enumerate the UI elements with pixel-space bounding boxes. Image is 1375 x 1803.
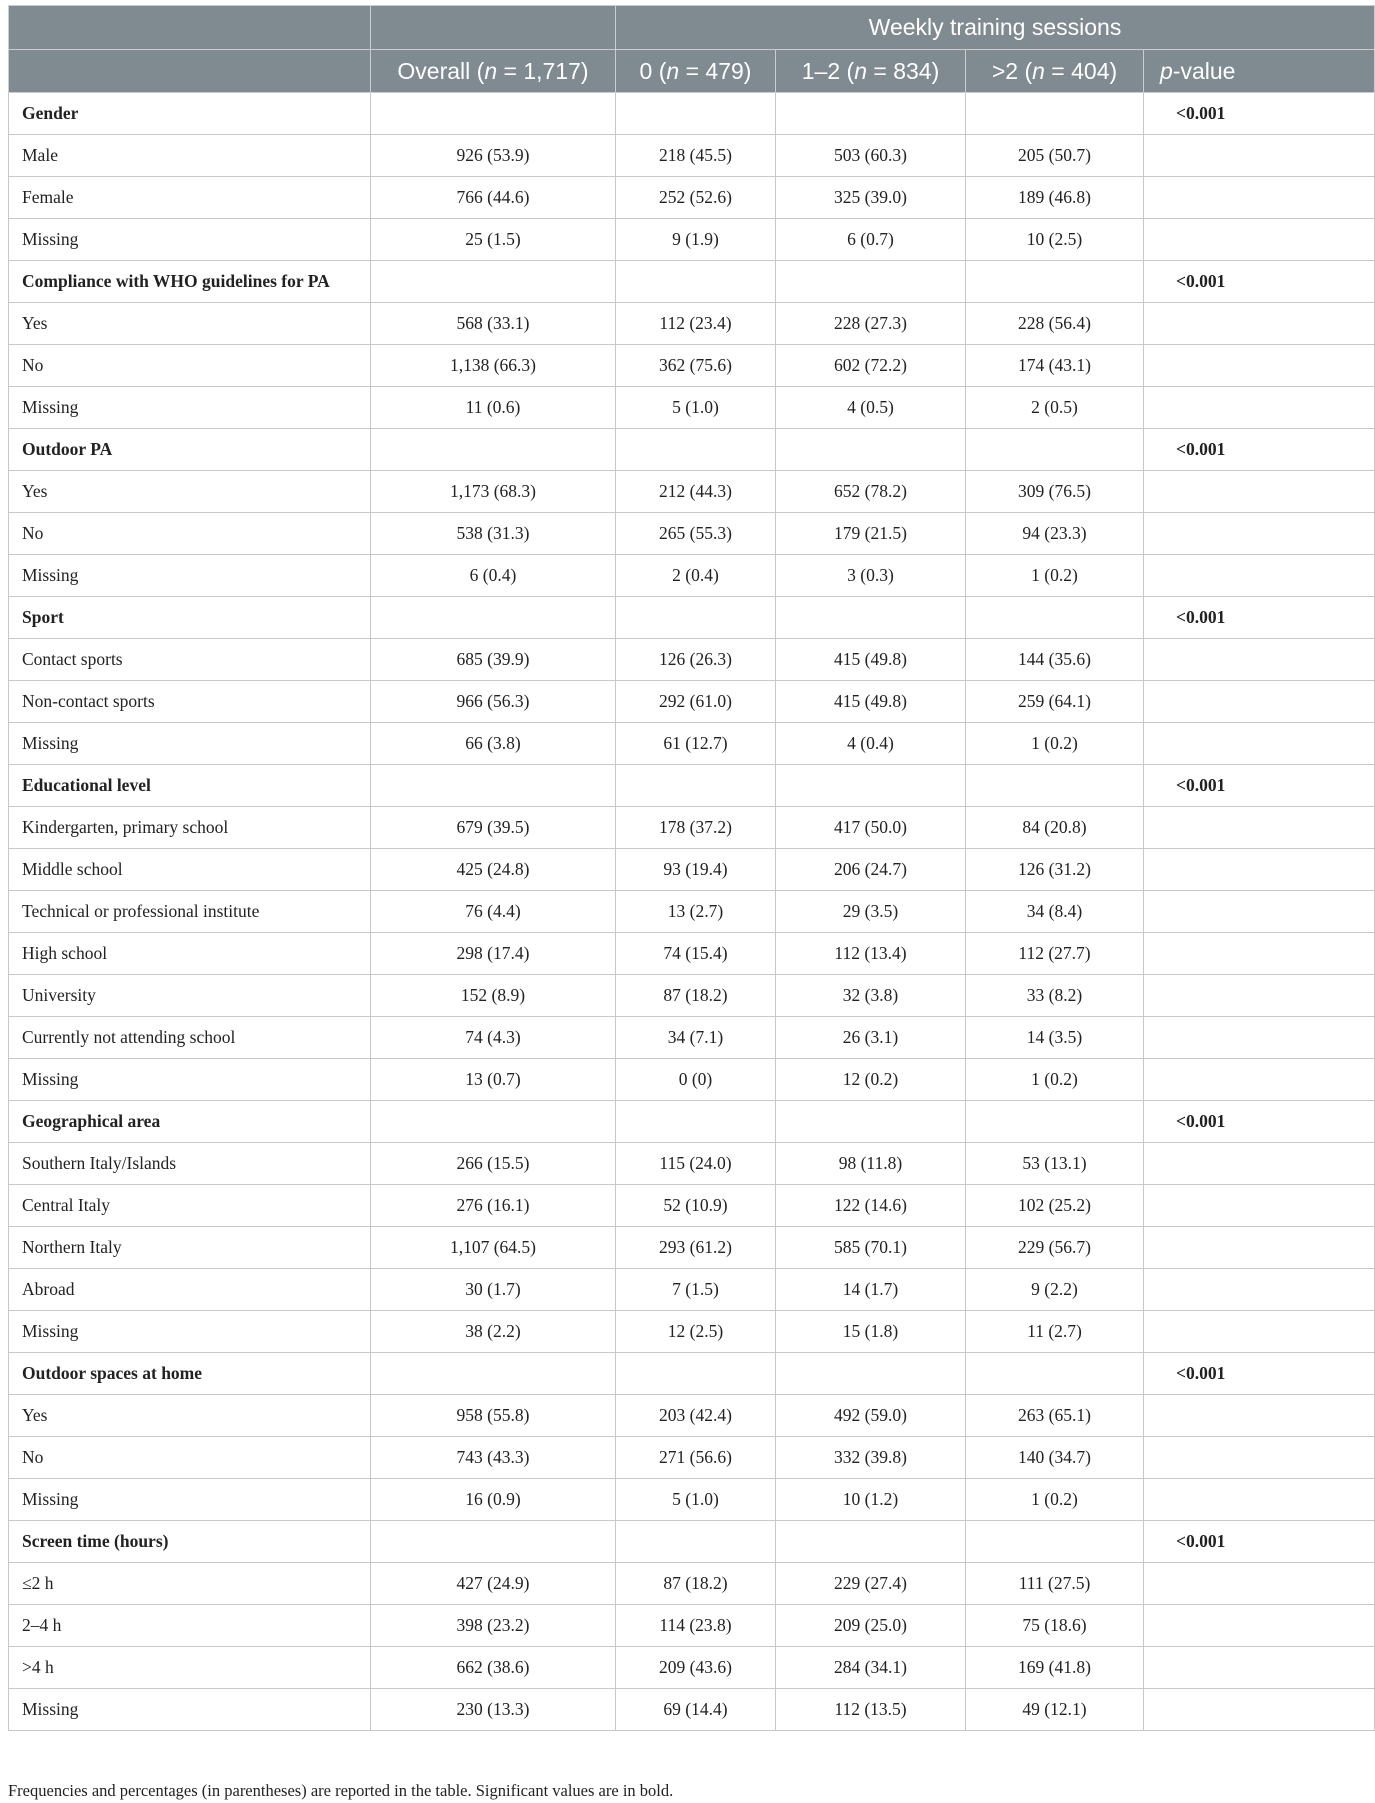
- empty-cell: [1144, 1017, 1375, 1059]
- row-label: 2–4 h: [9, 1605, 371, 1647]
- value-cell: 7 (1.5): [616, 1269, 776, 1311]
- value-cell: 16 (0.9): [371, 1479, 616, 1521]
- empty-cell: [776, 261, 966, 303]
- value-cell: 112 (23.4): [616, 303, 776, 345]
- value-cell: 32 (3.8): [776, 975, 966, 1017]
- row-label: Northern Italy: [9, 1227, 371, 1269]
- empty-cell: [1144, 1185, 1375, 1227]
- col-header-more-than-two: >2 (n = 404): [966, 50, 1144, 93]
- empty-cell: [1144, 891, 1375, 933]
- table-row: [9, 471, 1375, 513]
- value-cell: 228 (27.3): [776, 303, 966, 345]
- p-value-cell: <0.001: [1144, 1353, 1375, 1395]
- value-cell: 276 (16.1): [371, 1185, 616, 1227]
- value-cell: 74 (4.3): [371, 1017, 616, 1059]
- table-row: [9, 555, 1375, 597]
- table-row: [9, 1311, 1375, 1353]
- table-row: [9, 681, 1375, 723]
- value-cell: 4 (0.4): [776, 723, 966, 765]
- empty-cell: [1144, 933, 1375, 975]
- empty-cell: [371, 1521, 616, 1563]
- value-cell: 111 (27.5): [966, 1563, 1144, 1605]
- table-row: [9, 135, 1375, 177]
- empty-cell: [966, 597, 1144, 639]
- value-cell: 122 (14.6): [776, 1185, 966, 1227]
- empty-cell: [1144, 1311, 1375, 1353]
- empty-cell: [1144, 471, 1375, 513]
- value-cell: 178 (37.2): [616, 807, 776, 849]
- empty-cell: [616, 93, 776, 135]
- row-label: Yes: [9, 303, 371, 345]
- empty-cell: [1144, 1605, 1375, 1647]
- row-label: Southern Italy/Islands: [9, 1143, 371, 1185]
- value-cell: 1 (0.2): [966, 723, 1144, 765]
- value-cell: 115 (24.0): [616, 1143, 776, 1185]
- empty-cell: [1144, 219, 1375, 261]
- header-blank-cell: [9, 6, 371, 50]
- empty-cell: [776, 1353, 966, 1395]
- value-cell: 144 (35.6): [966, 639, 1144, 681]
- row-label: Technical or professional institute: [9, 891, 371, 933]
- row-label: Missing: [9, 1059, 371, 1101]
- empty-cell: [1144, 1479, 1375, 1521]
- value-cell: 503 (60.3): [776, 135, 966, 177]
- value-cell: 12 (2.5): [616, 1311, 776, 1353]
- value-cell: 230 (13.3): [371, 1689, 616, 1731]
- value-cell: 229 (56.7): [966, 1227, 1144, 1269]
- header-blank-cell: [9, 50, 371, 93]
- value-cell: 1 (0.2): [966, 1479, 1144, 1521]
- value-cell: 293 (61.2): [616, 1227, 776, 1269]
- row-label: Middle school: [9, 849, 371, 891]
- value-cell: 15 (1.8): [776, 1311, 966, 1353]
- value-cell: 205 (50.7): [966, 135, 1144, 177]
- value-cell: 585 (70.1): [776, 1227, 966, 1269]
- empty-cell: [1144, 1563, 1375, 1605]
- empty-cell: [1144, 555, 1375, 597]
- row-label: ≤2 h: [9, 1563, 371, 1605]
- value-cell: 538 (31.3): [371, 513, 616, 555]
- section-header-row: [9, 597, 1375, 639]
- value-cell: 87 (18.2): [616, 975, 776, 1017]
- row-label: Non-contact sports: [9, 681, 371, 723]
- value-cell: 33 (8.2): [966, 975, 1144, 1017]
- value-cell: 425 (24.8): [371, 849, 616, 891]
- table-row: [9, 1227, 1375, 1269]
- empty-cell: [371, 261, 616, 303]
- table-row: [9, 849, 1375, 891]
- row-label: University: [9, 975, 371, 1017]
- row-label: Missing: [9, 387, 371, 429]
- value-cell: 1 (0.2): [966, 1059, 1144, 1101]
- row-label: Currently not attending school: [9, 1017, 371, 1059]
- empty-cell: [1144, 135, 1375, 177]
- value-cell: 263 (65.1): [966, 1395, 1144, 1437]
- empty-cell: [966, 765, 1144, 807]
- value-cell: 11 (0.6): [371, 387, 616, 429]
- section-title: Compliance with WHO guidelines for PA: [9, 261, 371, 303]
- value-cell: 2 (0.5): [966, 387, 1144, 429]
- empty-cell: [371, 1353, 616, 1395]
- section-title: Outdoor PA: [9, 429, 371, 471]
- row-label: Yes: [9, 471, 371, 513]
- p-value-cell: <0.001: [1144, 597, 1375, 639]
- empty-cell: [371, 93, 616, 135]
- section-header-row: [9, 1101, 1375, 1143]
- table-footnote: Frequencies and percentages (in parentheses) are reported in the table. Significant values are in bold.: [8, 1781, 674, 1800]
- value-cell: 174 (43.1): [966, 345, 1144, 387]
- empty-cell: [966, 1353, 1144, 1395]
- row-label: Missing: [9, 1311, 371, 1353]
- table-row: [9, 891, 1375, 933]
- section-header-row: [9, 1521, 1375, 1563]
- table-row: [9, 1563, 1375, 1605]
- weekly-sessions-group-header: Weekly training sessions: [616, 6, 1375, 50]
- value-cell: 284 (34.1): [776, 1647, 966, 1689]
- row-label: Missing: [9, 723, 371, 765]
- value-cell: 332 (39.8): [776, 1437, 966, 1479]
- section-title: Screen time (hours): [9, 1521, 371, 1563]
- table-body: [9, 93, 1375, 1731]
- value-cell: 94 (23.3): [966, 513, 1144, 555]
- value-cell: 13 (2.7): [616, 891, 776, 933]
- empty-cell: [966, 429, 1144, 471]
- table-row: [9, 177, 1375, 219]
- value-cell: 209 (25.0): [776, 1605, 966, 1647]
- value-cell: 966 (56.3): [371, 681, 616, 723]
- table-row: [9, 387, 1375, 429]
- empty-cell: [371, 1101, 616, 1143]
- value-cell: 228 (56.4): [966, 303, 1144, 345]
- empty-cell: [371, 765, 616, 807]
- empty-cell: [1144, 513, 1375, 555]
- empty-cell: [616, 765, 776, 807]
- empty-cell: [1144, 303, 1375, 345]
- row-label: Missing: [9, 1689, 371, 1731]
- header-blank-cell: [371, 6, 616, 50]
- value-cell: 1,173 (68.3): [371, 471, 616, 513]
- row-label: Central Italy: [9, 1185, 371, 1227]
- value-cell: 1 (0.2): [966, 555, 1144, 597]
- table-row: [9, 1395, 1375, 1437]
- value-cell: 98 (11.8): [776, 1143, 966, 1185]
- row-label: Male: [9, 135, 371, 177]
- section-title: Educational level: [9, 765, 371, 807]
- value-cell: 76 (4.4): [371, 891, 616, 933]
- value-cell: 766 (44.6): [371, 177, 616, 219]
- row-label: No: [9, 513, 371, 555]
- value-cell: 179 (21.5): [776, 513, 966, 555]
- value-cell: 14 (3.5): [966, 1017, 1144, 1059]
- empty-cell: [1144, 1269, 1375, 1311]
- table-row: [9, 1605, 1375, 1647]
- empty-cell: [1144, 387, 1375, 429]
- value-cell: 362 (75.6): [616, 345, 776, 387]
- value-cell: 415 (49.8): [776, 639, 966, 681]
- value-cell: 102 (25.2): [966, 1185, 1144, 1227]
- value-cell: 66 (3.8): [371, 723, 616, 765]
- value-cell: 52 (10.9): [616, 1185, 776, 1227]
- row-label: Female: [9, 177, 371, 219]
- value-cell: 265 (55.3): [616, 513, 776, 555]
- empty-cell: [776, 93, 966, 135]
- empty-cell: [616, 597, 776, 639]
- value-cell: 93 (19.4): [616, 849, 776, 891]
- p-value-cell: <0.001: [1144, 429, 1375, 471]
- col-header-p-value: p-value: [1144, 50, 1375, 93]
- table-header: [9, 6, 1375, 93]
- empty-cell: [371, 429, 616, 471]
- row-label: Kindergarten, primary school: [9, 807, 371, 849]
- data-table-container: [8, 5, 1374, 1731]
- value-cell: 206 (24.7): [776, 849, 966, 891]
- empty-cell: [616, 1353, 776, 1395]
- empty-cell: [776, 1521, 966, 1563]
- row-label: No: [9, 1437, 371, 1479]
- value-cell: 14 (1.7): [776, 1269, 966, 1311]
- value-cell: 229 (27.4): [776, 1563, 966, 1605]
- table-row: [9, 723, 1375, 765]
- section-title: Sport: [9, 597, 371, 639]
- value-cell: 212 (44.3): [616, 471, 776, 513]
- empty-cell: [1144, 723, 1375, 765]
- p-value-cell: <0.001: [1144, 261, 1375, 303]
- value-cell: 662 (38.6): [371, 1647, 616, 1689]
- empty-cell: [616, 1101, 776, 1143]
- section-header-row: [9, 765, 1375, 807]
- empty-cell: [1144, 681, 1375, 723]
- row-label: Contact sports: [9, 639, 371, 681]
- empty-cell: [1144, 639, 1375, 681]
- value-cell: 252 (52.6): [616, 177, 776, 219]
- value-cell: 10 (1.2): [776, 1479, 966, 1521]
- empty-cell: [966, 93, 1144, 135]
- empty-cell: [1144, 1437, 1375, 1479]
- value-cell: 218 (45.5): [616, 135, 776, 177]
- value-cell: 25 (1.5): [371, 219, 616, 261]
- value-cell: 61 (12.7): [616, 723, 776, 765]
- value-cell: 9 (1.9): [616, 219, 776, 261]
- row-label: Missing: [9, 555, 371, 597]
- col-header-overall: Overall (n = 1,717): [371, 50, 616, 93]
- row-label: Abroad: [9, 1269, 371, 1311]
- section-header-row: [9, 261, 1375, 303]
- table-row: [9, 1059, 1375, 1101]
- value-cell: 112 (13.5): [776, 1689, 966, 1731]
- value-cell: 152 (8.9): [371, 975, 616, 1017]
- table-row: [9, 975, 1375, 1017]
- table-row: [9, 1647, 1375, 1689]
- table-row: [9, 1185, 1375, 1227]
- empty-cell: [1144, 849, 1375, 891]
- section-header-row: [9, 429, 1375, 471]
- section-title: Gender: [9, 93, 371, 135]
- value-cell: 492 (59.0): [776, 1395, 966, 1437]
- row-label: Missing: [9, 1479, 371, 1521]
- value-cell: 743 (43.3): [371, 1437, 616, 1479]
- empty-cell: [371, 597, 616, 639]
- value-cell: 11 (2.7): [966, 1311, 1144, 1353]
- empty-cell: [966, 1521, 1144, 1563]
- table-row: [9, 1479, 1375, 1521]
- value-cell: 2 (0.4): [616, 555, 776, 597]
- value-cell: 652 (78.2): [776, 471, 966, 513]
- value-cell: 5 (1.0): [616, 1479, 776, 1521]
- value-cell: 271 (56.6): [616, 1437, 776, 1479]
- value-cell: 266 (15.5): [371, 1143, 616, 1185]
- value-cell: 203 (42.4): [616, 1395, 776, 1437]
- table-row: [9, 1689, 1375, 1731]
- value-cell: 84 (20.8): [966, 807, 1144, 849]
- value-cell: 3 (0.3): [776, 555, 966, 597]
- col-header-zero: 0 (n = 479): [616, 50, 776, 93]
- p-value-cell: <0.001: [1144, 93, 1375, 135]
- value-cell: 427 (24.9): [371, 1563, 616, 1605]
- value-cell: 112 (27.7): [966, 933, 1144, 975]
- value-cell: 189 (46.8): [966, 177, 1144, 219]
- p-value-cell: <0.001: [1144, 1101, 1375, 1143]
- table-row: [9, 1437, 1375, 1479]
- results-table: [8, 5, 1375, 1731]
- value-cell: 140 (34.7): [966, 1437, 1144, 1479]
- value-cell: 398 (23.2): [371, 1605, 616, 1647]
- value-cell: 679 (39.5): [371, 807, 616, 849]
- value-cell: 6 (0.7): [776, 219, 966, 261]
- table-row: [9, 219, 1375, 261]
- value-cell: 309 (76.5): [966, 471, 1144, 513]
- value-cell: 209 (43.6): [616, 1647, 776, 1689]
- value-cell: 5 (1.0): [616, 387, 776, 429]
- value-cell: 87 (18.2): [616, 1563, 776, 1605]
- value-cell: 602 (72.2): [776, 345, 966, 387]
- value-cell: 29 (3.5): [776, 891, 966, 933]
- value-cell: 30 (1.7): [371, 1269, 616, 1311]
- empty-cell: [1144, 807, 1375, 849]
- table-row: [9, 1269, 1375, 1311]
- value-cell: 75 (18.6): [966, 1605, 1144, 1647]
- value-cell: 126 (26.3): [616, 639, 776, 681]
- value-cell: 112 (13.4): [776, 933, 966, 975]
- section-header-row: [9, 1353, 1375, 1395]
- value-cell: 34 (7.1): [616, 1017, 776, 1059]
- table-row: [9, 513, 1375, 555]
- value-cell: 415 (49.8): [776, 681, 966, 723]
- value-cell: 325 (39.0): [776, 177, 966, 219]
- value-cell: 34 (8.4): [966, 891, 1144, 933]
- empty-cell: [616, 261, 776, 303]
- empty-cell: [966, 261, 1144, 303]
- value-cell: 169 (41.8): [966, 1647, 1144, 1689]
- empty-cell: [966, 1101, 1144, 1143]
- value-cell: 12 (0.2): [776, 1059, 966, 1101]
- value-cell: 126 (31.2): [966, 849, 1144, 891]
- row-label: No: [9, 345, 371, 387]
- row-label: Yes: [9, 1395, 371, 1437]
- value-cell: 1,138 (66.3): [371, 345, 616, 387]
- table-row: [9, 303, 1375, 345]
- value-cell: 0 (0): [616, 1059, 776, 1101]
- value-cell: 958 (55.8): [371, 1395, 616, 1437]
- value-cell: 53 (13.1): [966, 1143, 1144, 1185]
- section-header-row: [9, 93, 1375, 135]
- p-value-cell: <0.001: [1144, 765, 1375, 807]
- row-label: High school: [9, 933, 371, 975]
- table-row: [9, 807, 1375, 849]
- value-cell: 292 (61.0): [616, 681, 776, 723]
- value-cell: 926 (53.9): [371, 135, 616, 177]
- empty-cell: [616, 429, 776, 471]
- value-cell: 4 (0.5): [776, 387, 966, 429]
- row-label: >4 h: [9, 1647, 371, 1689]
- value-cell: 298 (17.4): [371, 933, 616, 975]
- value-cell: 259 (64.1): [966, 681, 1144, 723]
- value-cell: 49 (12.1): [966, 1689, 1144, 1731]
- value-cell: 69 (14.4): [616, 1689, 776, 1731]
- value-cell: 74 (15.4): [616, 933, 776, 975]
- col-header-one-two: 1–2 (n = 834): [776, 50, 966, 93]
- value-cell: 568 (33.1): [371, 303, 616, 345]
- empty-cell: [616, 1521, 776, 1563]
- value-cell: 26 (3.1): [776, 1017, 966, 1059]
- table-row: [9, 1143, 1375, 1185]
- row-label: Missing: [9, 219, 371, 261]
- p-value-cell: <0.001: [1144, 1521, 1375, 1563]
- value-cell: 10 (2.5): [966, 219, 1144, 261]
- empty-cell: [1144, 345, 1375, 387]
- empty-cell: [776, 765, 966, 807]
- empty-cell: [1144, 1143, 1375, 1185]
- empty-cell: [1144, 1689, 1375, 1731]
- empty-cell: [776, 597, 966, 639]
- value-cell: 685 (39.9): [371, 639, 616, 681]
- empty-cell: [1144, 1647, 1375, 1689]
- value-cell: 114 (23.8): [616, 1605, 776, 1647]
- value-cell: 9 (2.2): [966, 1269, 1144, 1311]
- empty-cell: [1144, 1059, 1375, 1101]
- value-cell: 417 (50.0): [776, 807, 966, 849]
- table-row: [9, 933, 1375, 975]
- section-title: Geographical area: [9, 1101, 371, 1143]
- value-cell: 6 (0.4): [371, 555, 616, 597]
- table-row: [9, 1017, 1375, 1059]
- empty-cell: [1144, 975, 1375, 1017]
- value-cell: 38 (2.2): [371, 1311, 616, 1353]
- empty-cell: [1144, 1227, 1375, 1269]
- empty-cell: [1144, 177, 1375, 219]
- table-row: [9, 345, 1375, 387]
- value-cell: 1,107 (64.5): [371, 1227, 616, 1269]
- empty-cell: [1144, 1395, 1375, 1437]
- table-row: [9, 639, 1375, 681]
- empty-cell: [776, 1101, 966, 1143]
- empty-cell: [776, 429, 966, 471]
- value-cell: 13 (0.7): [371, 1059, 616, 1101]
- section-title: Outdoor spaces at home: [9, 1353, 371, 1395]
